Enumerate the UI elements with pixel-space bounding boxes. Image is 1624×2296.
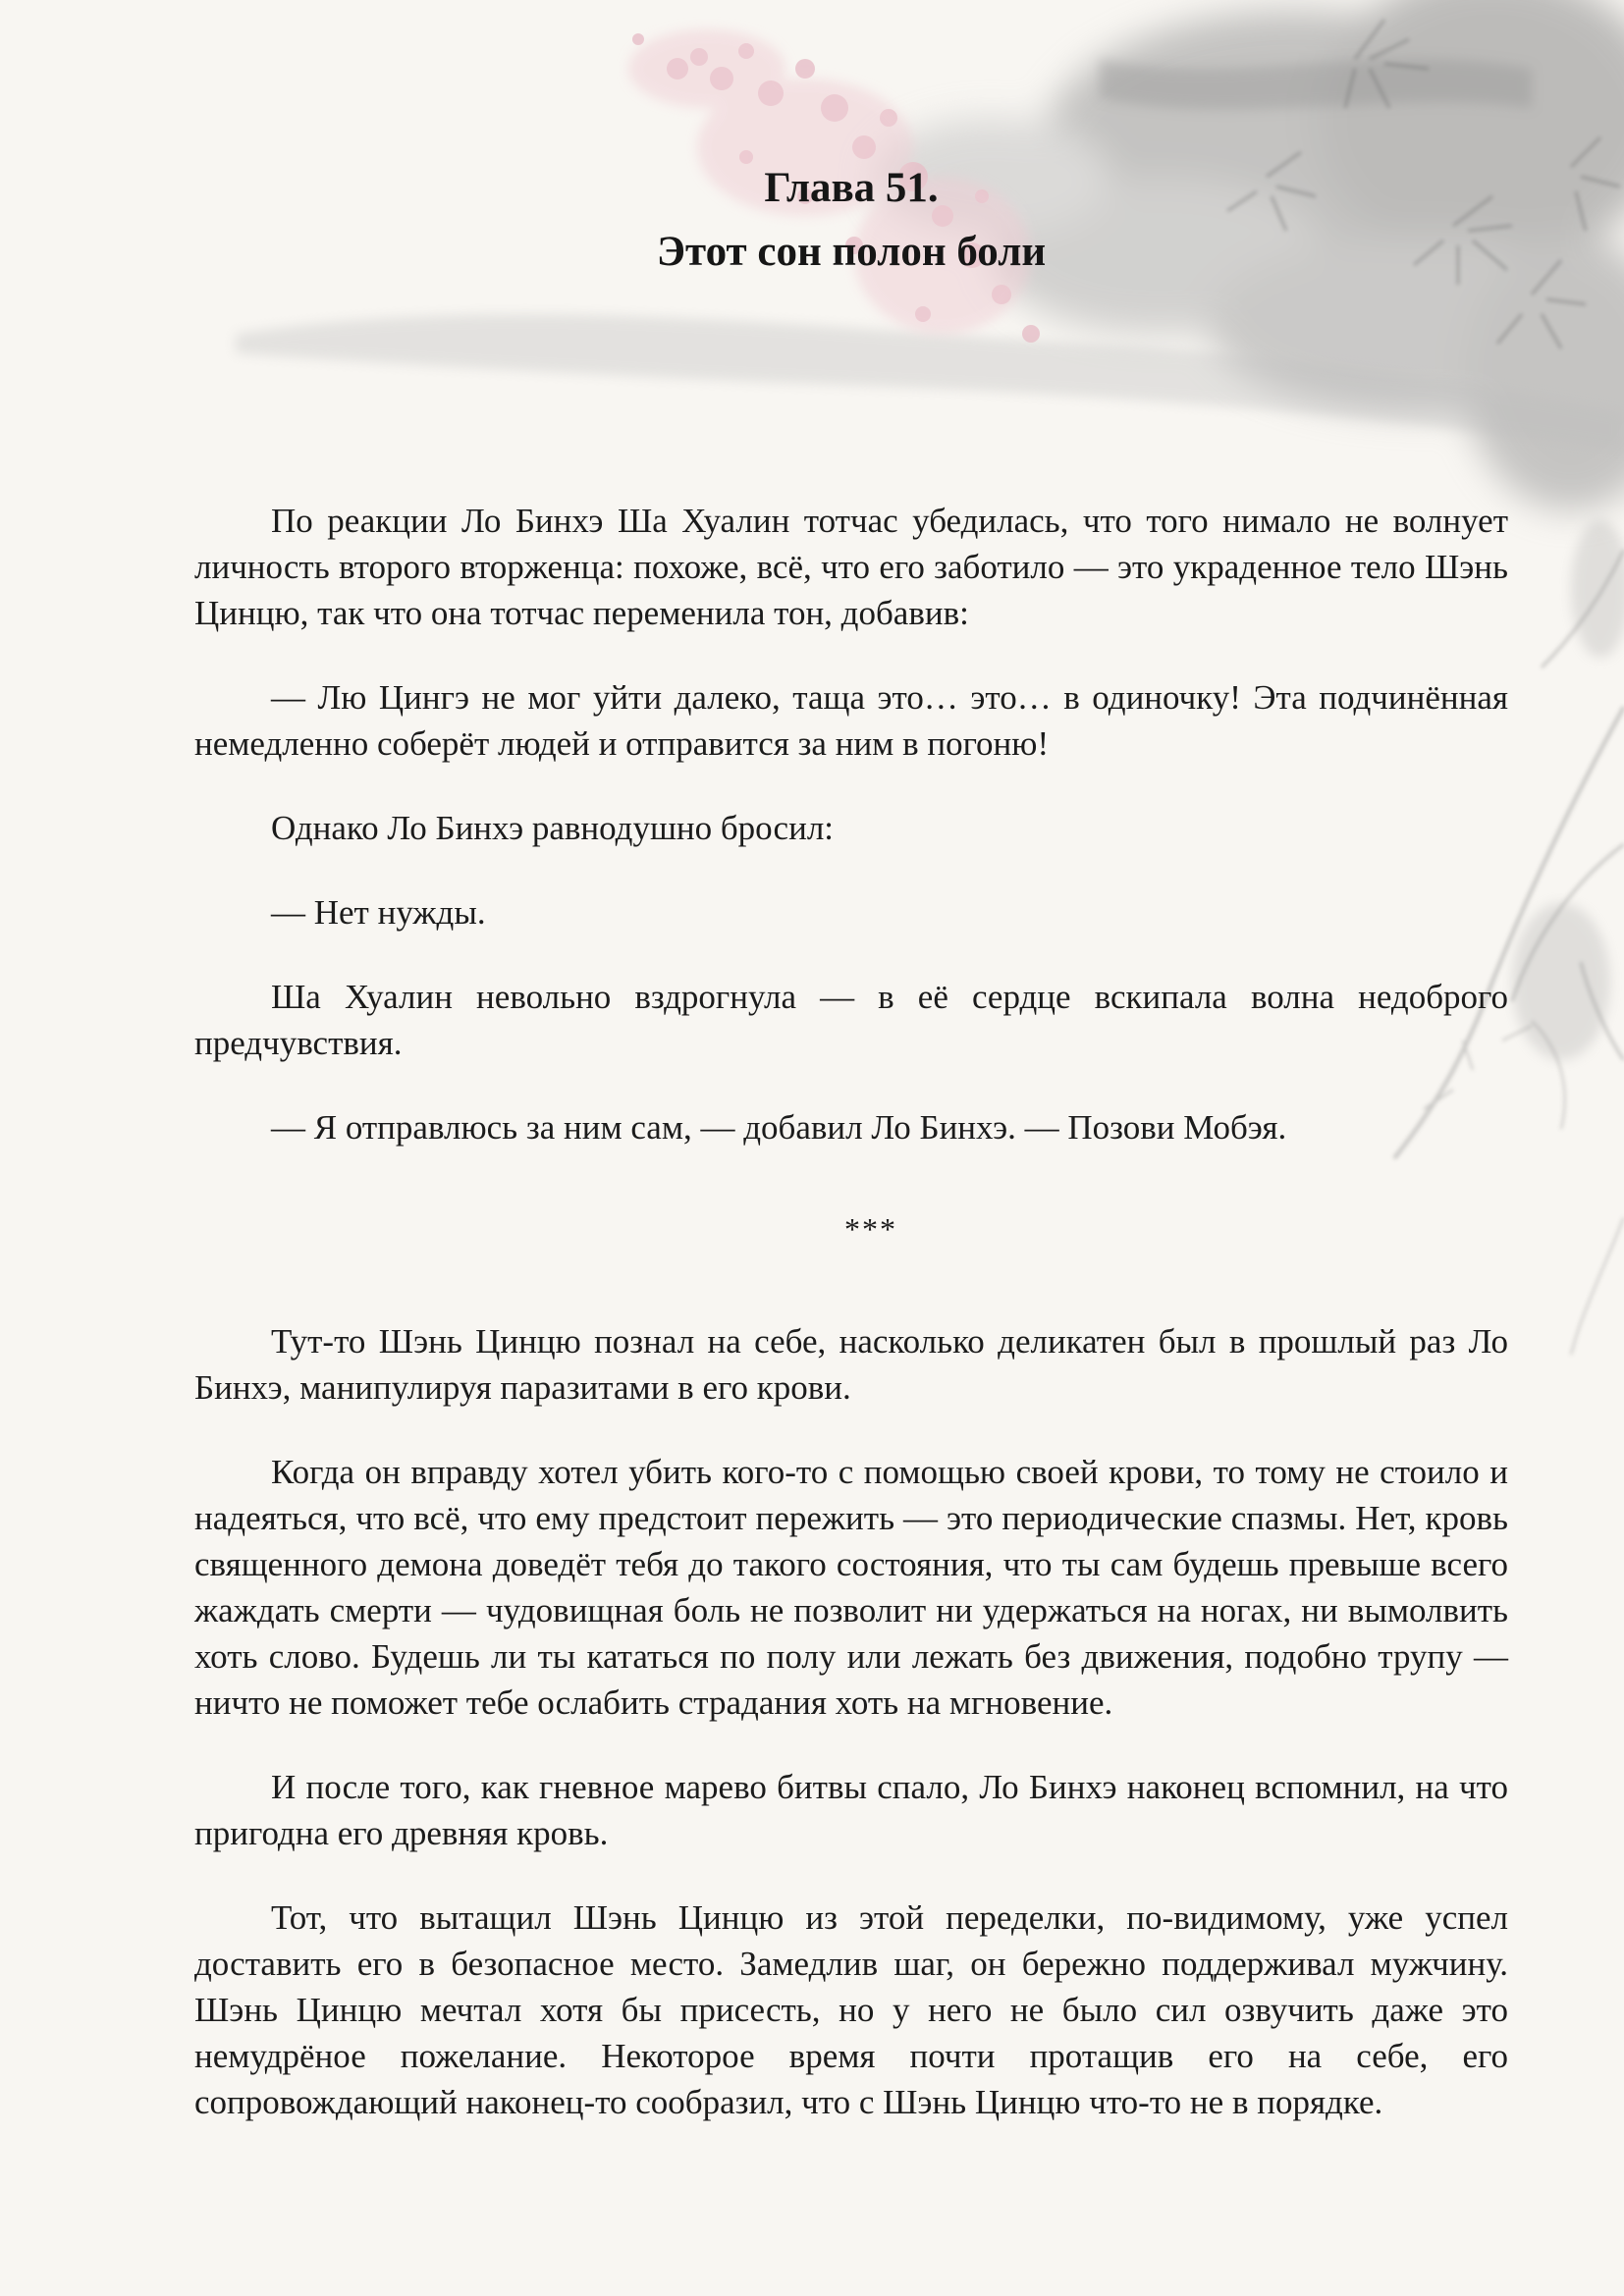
paragraph: Когда он вправду хотел убить кого-то с помощью своей крови, то тому не стоило и надеяться, что всё, что ему предстоит пережить — это периодические спазмы. Нет, кровь священного демона доведёт тебя до такого состояния, что ты сам будешь превыше всего жаждать смерти — чудовищная боль не позволит ни удержаться на ногах, ни вымолвить хоть слово. Будешь ли ты кататься по полу или лежать без движения, подобно трупу — ничто не поможет тебе ослабить страдания хоть на мгновение. (194, 1453, 1508, 1722)
chapter-body (194, 498, 1508, 2125)
paragraph: Тут-то Шэнь Цинцю познал на себе, насколько деликатен был в прошлый раз Ло Бинхэ, манипулируя паразитами в его крови. (194, 1322, 1508, 1407)
paragraph: Однако Ло Бинхэ равнодушно бросил: (271, 809, 835, 847)
ink-splash (1512, 520, 1624, 1060)
paragraph: — Я отправлюсь за ним сам, — добавил Ло Бинхэ. — Позови Мобэя. (271, 1108, 1287, 1147)
paragraph: — Нет нужды. (271, 893, 486, 932)
paragraph: По реакции Ло Бинхэ Ша Хуалин тотчас убедилась, что того нимало не волнует личность второго вторженца: похоже, всё, что его заботило — это украденное тело Шэнь Цинцю, так что она тотчас переменила тон, добавив: (194, 502, 1508, 632)
paragraph: Тот, что вытащил Шэнь Цинцю из этой переделки, по-видимому, уже успел доставить его в безопасное место. Замедлив шаг, он бережно поддерживал мужчину. Шэнь Цинцю мечтал хотя бы присесть, но у него не было сил озвучить даже это немудрёное пожелание. Некоторое время почти протащив его на себе, его сопровождающий наконец-то сообразил, что с Шэнь Цинцю что-то не в порядке. (194, 1898, 1508, 2121)
paragraph: И после того, как гневное марево битвы спало, Ло Бинхэ наконец вспомнил, на что пригодна его древняя кровь. (194, 1768, 1508, 1852)
chapter-title: Этот сон полон боли (656, 228, 1047, 275)
chapter-number: Глава 51. (764, 165, 939, 211)
paragraph: — Лю Цингэ не мог уйти далеко, таща это… это… в одиночку! Эта подчинённая немедленно соберёт людей и отправится за ним в погоню! (194, 678, 1508, 763)
scene-break: *** (844, 1211, 897, 1247)
chapter-heading (194, 157, 1508, 284)
paragraph: Ша Хуалин невольно вздрогнула — в её сердце вскипала волна недоброго предчувствия. (194, 978, 1508, 1062)
document-page (194, 157, 1508, 2163)
